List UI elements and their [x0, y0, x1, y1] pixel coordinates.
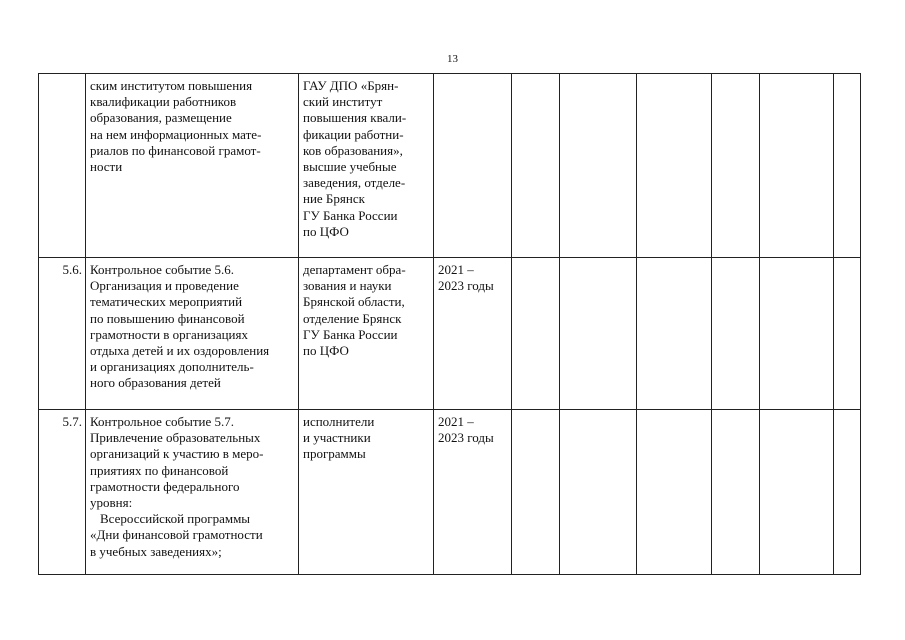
empty-cell — [637, 258, 712, 410]
page-number: 13 — [447, 53, 458, 65]
row-number-cell — [39, 74, 86, 258]
period-cell: 2021 – 2023 годы — [434, 258, 512, 410]
empty-cell — [512, 410, 560, 575]
empty-cell — [712, 410, 760, 575]
table-row — [39, 258, 861, 410]
empty-cell — [637, 74, 712, 258]
executors-cell: исполнители и участники программы — [299, 410, 434, 575]
executors-cell: департамент обра- зования и науки Брянской области, отделение Брянск ГУ Банка России по ЦФО — [299, 258, 434, 410]
row-number-cell: 5.6. — [39, 258, 86, 410]
empty-cell — [512, 258, 560, 410]
executors-cell: ГАУ ДПО «Брян- ский институт повышения квали- фикации работни- ков образования», высшие учебные заведения, отделе- ние Брянск ГУ Банка России по ЦФО — [299, 74, 434, 258]
event-cell: Контрольное событие 5.6. Организация и проведение тематических мероприятий по повышению финансовой грамотности в организациях отдыха детей и их оздоровления и организациях дополнитель- ного образования детей — [86, 258, 299, 410]
empty-cell — [760, 74, 834, 258]
event-cell: ским институтом повышения квалификации работников образования, размещение на нем информационных мате- риалов по финансовой грамот- ности — [86, 74, 299, 258]
empty-cell — [834, 74, 861, 258]
empty-cell — [712, 74, 760, 258]
table-row — [39, 74, 861, 258]
period-cell — [434, 74, 512, 258]
empty-cell — [637, 410, 712, 575]
empty-cell — [760, 258, 834, 410]
empty-cell — [560, 258, 637, 410]
event-cell: Контрольное событие 5.7. Привлечение образовательных организаций к участию в меро- приятиях по финансовой грамотности федерального уровня: Всероссийской программы «Дни финансовой грамотности в учебных заведениях»; — [86, 410, 299, 575]
program-table — [38, 73, 861, 575]
empty-cell — [560, 74, 637, 258]
empty-cell — [834, 258, 861, 410]
row-number-cell: 5.7. — [39, 410, 86, 575]
empty-cell — [834, 410, 861, 575]
empty-cell — [760, 410, 834, 575]
empty-cell — [560, 410, 637, 575]
empty-cell — [512, 74, 560, 258]
table-row — [39, 410, 861, 575]
empty-cell — [712, 258, 760, 410]
period-cell: 2021 – 2023 годы — [434, 410, 512, 575]
